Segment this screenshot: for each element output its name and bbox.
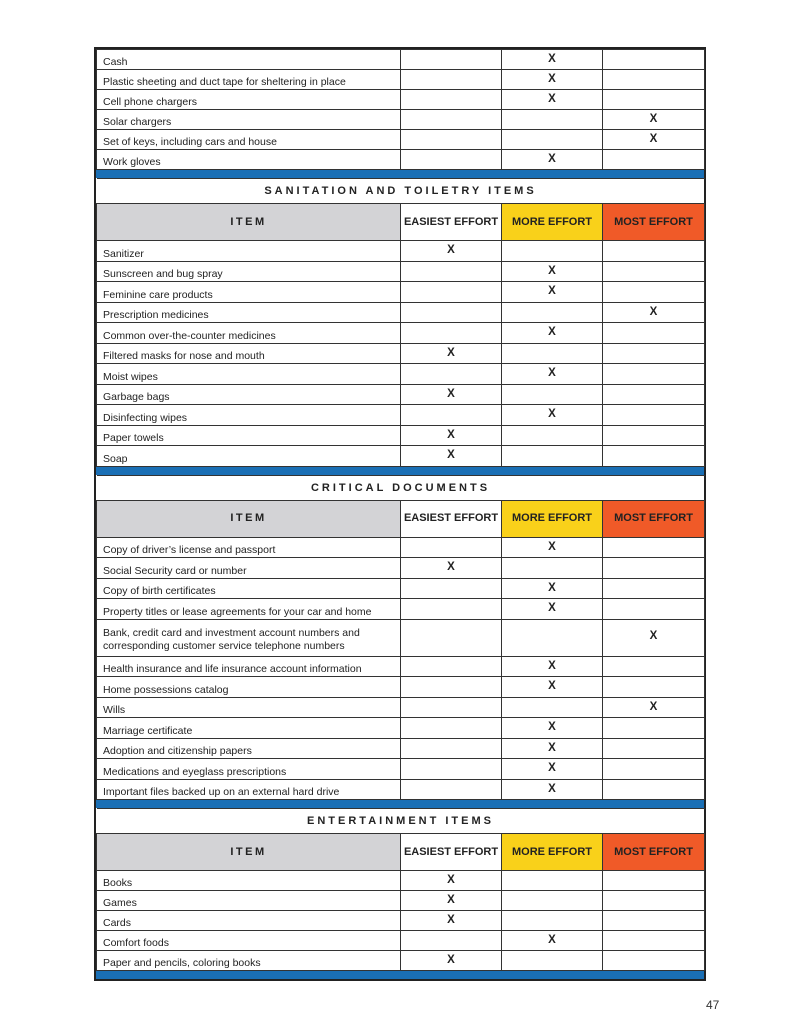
item-cell: Marriage certificate [97, 718, 401, 739]
table-row [97, 90, 705, 110]
most-effort-cell [603, 90, 705, 110]
table-row [97, 951, 705, 971]
easiest-effort-cell [401, 110, 502, 130]
more-effort-cell [502, 343, 603, 364]
section-table [96, 178, 705, 467]
most-effort-cell [603, 425, 705, 446]
more-effort-cell: X [502, 261, 603, 282]
item-cell: Feminine care products [97, 282, 401, 303]
table-row [97, 599, 705, 620]
more-effort-cell [502, 619, 603, 656]
table-row [97, 738, 705, 759]
easiest-effort-cell [401, 759, 502, 780]
most-effort-cell [603, 323, 705, 344]
item-cell: Copy of birth certificates [97, 578, 401, 599]
most-effort-cell [603, 537, 705, 558]
most-effort-cell [603, 599, 705, 620]
section-table [96, 808, 705, 971]
table-row [97, 364, 705, 385]
table-row [97, 70, 705, 90]
most-effort-cell [603, 738, 705, 759]
section-divider-bar [96, 170, 704, 178]
easiest-effort-cell: X [401, 891, 502, 911]
easiest-effort-cell [401, 90, 502, 110]
easiest-effort-cell: X [401, 241, 502, 262]
table-row [97, 537, 705, 558]
more-effort-cell [502, 697, 603, 718]
most-effort-cell [603, 871, 705, 891]
most-effort-cell [603, 384, 705, 405]
table-row [97, 578, 705, 599]
more-effort-cell: X [502, 779, 603, 800]
header-item: ITEM [97, 500, 401, 537]
more-effort-cell: X [502, 364, 603, 385]
table-row [97, 871, 705, 891]
easiest-effort-cell [401, 323, 502, 344]
item-cell: Books [97, 871, 401, 891]
table-row [97, 50, 705, 70]
most-effort-cell: X [603, 697, 705, 718]
more-effort-cell: X [502, 738, 603, 759]
item-cell: Work gloves [97, 150, 401, 170]
most-effort-cell: X [603, 302, 705, 323]
item-cell: Set of keys, including cars and house [97, 130, 401, 150]
more-effort-cell [502, 241, 603, 262]
most-effort-cell [603, 343, 705, 364]
table-row [97, 343, 705, 364]
column-header-row [97, 500, 705, 537]
table-row [97, 677, 705, 698]
item-cell: Solar chargers [97, 110, 401, 130]
easiest-effort-cell [401, 364, 502, 385]
more-effort-cell: X [502, 90, 603, 110]
easiest-effort-cell [401, 656, 502, 677]
checklist-table [94, 47, 706, 981]
header-most-effort: MOST EFFORT [603, 500, 705, 537]
more-effort-cell: X [502, 537, 603, 558]
easiest-effort-cell: X [401, 951, 502, 971]
table-row [97, 619, 705, 656]
more-effort-cell: X [502, 718, 603, 739]
item-cell: Home possessions catalog [97, 677, 401, 698]
page-number: 47 [706, 998, 720, 1012]
item-cell: Paper towels [97, 425, 401, 446]
easiest-effort-cell: X [401, 446, 502, 467]
most-effort-cell [603, 405, 705, 426]
easiest-effort-cell [401, 578, 502, 599]
table-row [97, 656, 705, 677]
easiest-effort-cell: X [401, 871, 502, 891]
table-row [97, 110, 705, 130]
most-effort-cell [603, 677, 705, 698]
item-cell: Prescription medicines [97, 302, 401, 323]
item-cell: Soap [97, 446, 401, 467]
easiest-effort-cell [401, 738, 502, 759]
more-effort-cell: X [502, 150, 603, 170]
header-easiest-effort: EASIEST EFFORT [401, 204, 502, 241]
more-effort-cell [502, 951, 603, 971]
easiest-effort-cell [401, 50, 502, 70]
more-effort-cell: X [502, 282, 603, 303]
most-effort-cell [603, 70, 705, 90]
section-title: CRITICAL DOCUMENTS [97, 475, 705, 500]
easiest-effort-cell [401, 282, 502, 303]
easiest-effort-cell [401, 619, 502, 656]
more-effort-cell: X [502, 50, 603, 70]
more-effort-cell [502, 110, 603, 130]
table-row [97, 150, 705, 170]
section-table [96, 475, 705, 801]
easiest-effort-cell [401, 599, 502, 620]
easiest-effort-cell [401, 70, 502, 90]
more-effort-cell: X [502, 656, 603, 677]
easiest-effort-cell: X [401, 384, 502, 405]
header-item: ITEM [97, 834, 401, 871]
table-row [97, 241, 705, 262]
most-effort-cell [603, 759, 705, 780]
header-item: ITEM [97, 204, 401, 241]
table-row [97, 130, 705, 150]
most-effort-cell [603, 911, 705, 931]
most-effort-cell [603, 656, 705, 677]
easiest-effort-cell [401, 302, 502, 323]
table-row [97, 302, 705, 323]
item-cell: Property titles or lease agreements for your car and home [97, 599, 401, 620]
item-cell: Cash [97, 50, 401, 70]
easiest-effort-cell: X [401, 558, 502, 579]
most-effort-cell [603, 578, 705, 599]
easiest-effort-cell [401, 697, 502, 718]
most-effort-cell [603, 261, 705, 282]
section-title: ENTERTAINMENT ITEMS [97, 809, 705, 834]
most-effort-cell [603, 931, 705, 951]
item-cell: Copy of driver’s license and passport [97, 537, 401, 558]
table-row [97, 759, 705, 780]
easiest-effort-cell [401, 779, 502, 800]
table-row [97, 384, 705, 405]
most-effort-cell [603, 364, 705, 385]
item-cell: Moist wipes [97, 364, 401, 385]
section-title: SANITATION AND TOILETRY ITEMS [97, 179, 705, 204]
top-items-table [96, 49, 705, 170]
more-effort-cell: X [502, 931, 603, 951]
table-row [97, 446, 705, 467]
more-effort-cell [502, 871, 603, 891]
header-most-effort: MOST EFFORT [603, 204, 705, 241]
most-effort-cell [603, 241, 705, 262]
most-effort-cell [603, 50, 705, 70]
more-effort-cell: X [502, 599, 603, 620]
most-effort-cell [603, 718, 705, 739]
item-cell: Comfort foods [97, 931, 401, 951]
more-effort-cell: X [502, 578, 603, 599]
easiest-effort-cell [401, 931, 502, 951]
item-cell: Wills [97, 697, 401, 718]
most-effort-cell [603, 282, 705, 303]
table-row [97, 931, 705, 951]
header-easiest-effort: EASIEST EFFORT [401, 500, 502, 537]
table-row [97, 718, 705, 739]
more-effort-cell [502, 425, 603, 446]
more-effort-cell [502, 891, 603, 911]
most-effort-cell: X [603, 619, 705, 656]
easiest-effort-cell [401, 537, 502, 558]
easiest-effort-cell: X [401, 911, 502, 931]
item-cell: Filtered masks for nose and mouth [97, 343, 401, 364]
easiest-effort-cell [401, 130, 502, 150]
header-more-effort: MORE EFFORT [502, 204, 603, 241]
item-cell: Sunscreen and bug spray [97, 261, 401, 282]
header-easiest-effort: EASIEST EFFORT [401, 834, 502, 871]
table-row [97, 697, 705, 718]
item-cell: Plastic sheeting and duct tape for sheltering in place [97, 70, 401, 90]
more-effort-cell: X [502, 70, 603, 90]
most-effort-cell [603, 150, 705, 170]
more-effort-cell: X [502, 677, 603, 698]
more-effort-cell [502, 446, 603, 467]
header-most-effort: MOST EFFORT [603, 834, 705, 871]
most-effort-cell: X [603, 110, 705, 130]
easiest-effort-cell [401, 261, 502, 282]
item-cell: Common over-the-counter medicines [97, 323, 401, 344]
header-more-effort: MORE EFFORT [502, 500, 603, 537]
item-cell: Games [97, 891, 401, 911]
item-cell: Cards [97, 911, 401, 931]
item-cell: Medications and eyeglass prescriptions [97, 759, 401, 780]
most-effort-cell [603, 446, 705, 467]
easiest-effort-cell: X [401, 425, 502, 446]
more-effort-cell [502, 911, 603, 931]
item-cell: Paper and pencils, coloring books [97, 951, 401, 971]
table-row [97, 891, 705, 911]
most-effort-cell [603, 951, 705, 971]
more-effort-cell: X [502, 405, 603, 426]
table-row [97, 779, 705, 800]
table-row [97, 405, 705, 426]
easiest-effort-cell [401, 718, 502, 739]
easiest-effort-cell [401, 405, 502, 426]
easiest-effort-cell [401, 677, 502, 698]
table-row [97, 911, 705, 931]
more-effort-cell [502, 130, 603, 150]
table-row [97, 558, 705, 579]
section-divider-bar [96, 467, 704, 475]
more-effort-cell [502, 558, 603, 579]
table-row [97, 282, 705, 303]
bottom-blue-bar [96, 971, 704, 981]
most-effort-cell [603, 558, 705, 579]
table-row [97, 425, 705, 446]
item-cell: Bank, credit card and investment account numbers and corresponding customer service telephone numbers [97, 619, 401, 656]
more-effort-cell [502, 384, 603, 405]
column-header-row [97, 834, 705, 871]
column-header-row [97, 204, 705, 241]
more-effort-cell [502, 302, 603, 323]
table-row [97, 261, 705, 282]
table-row [97, 323, 705, 344]
most-effort-cell: X [603, 130, 705, 150]
item-cell: Sanitizer [97, 241, 401, 262]
most-effort-cell [603, 891, 705, 911]
section-divider-bar [96, 800, 704, 808]
item-cell: Adoption and citizenship papers [97, 738, 401, 759]
item-cell: Health insurance and life insurance account information [97, 656, 401, 677]
easiest-effort-cell: X [401, 343, 502, 364]
item-cell: Cell phone chargers [97, 90, 401, 110]
most-effort-cell [603, 779, 705, 800]
item-cell: Social Security card or number [97, 558, 401, 579]
item-cell: Garbage bags [97, 384, 401, 405]
item-cell: Important files backed up on an external hard drive [97, 779, 401, 800]
item-cell: Disinfecting wipes [97, 405, 401, 426]
easiest-effort-cell [401, 150, 502, 170]
more-effort-cell: X [502, 323, 603, 344]
more-effort-cell: X [502, 759, 603, 780]
header-more-effort: MORE EFFORT [502, 834, 603, 871]
